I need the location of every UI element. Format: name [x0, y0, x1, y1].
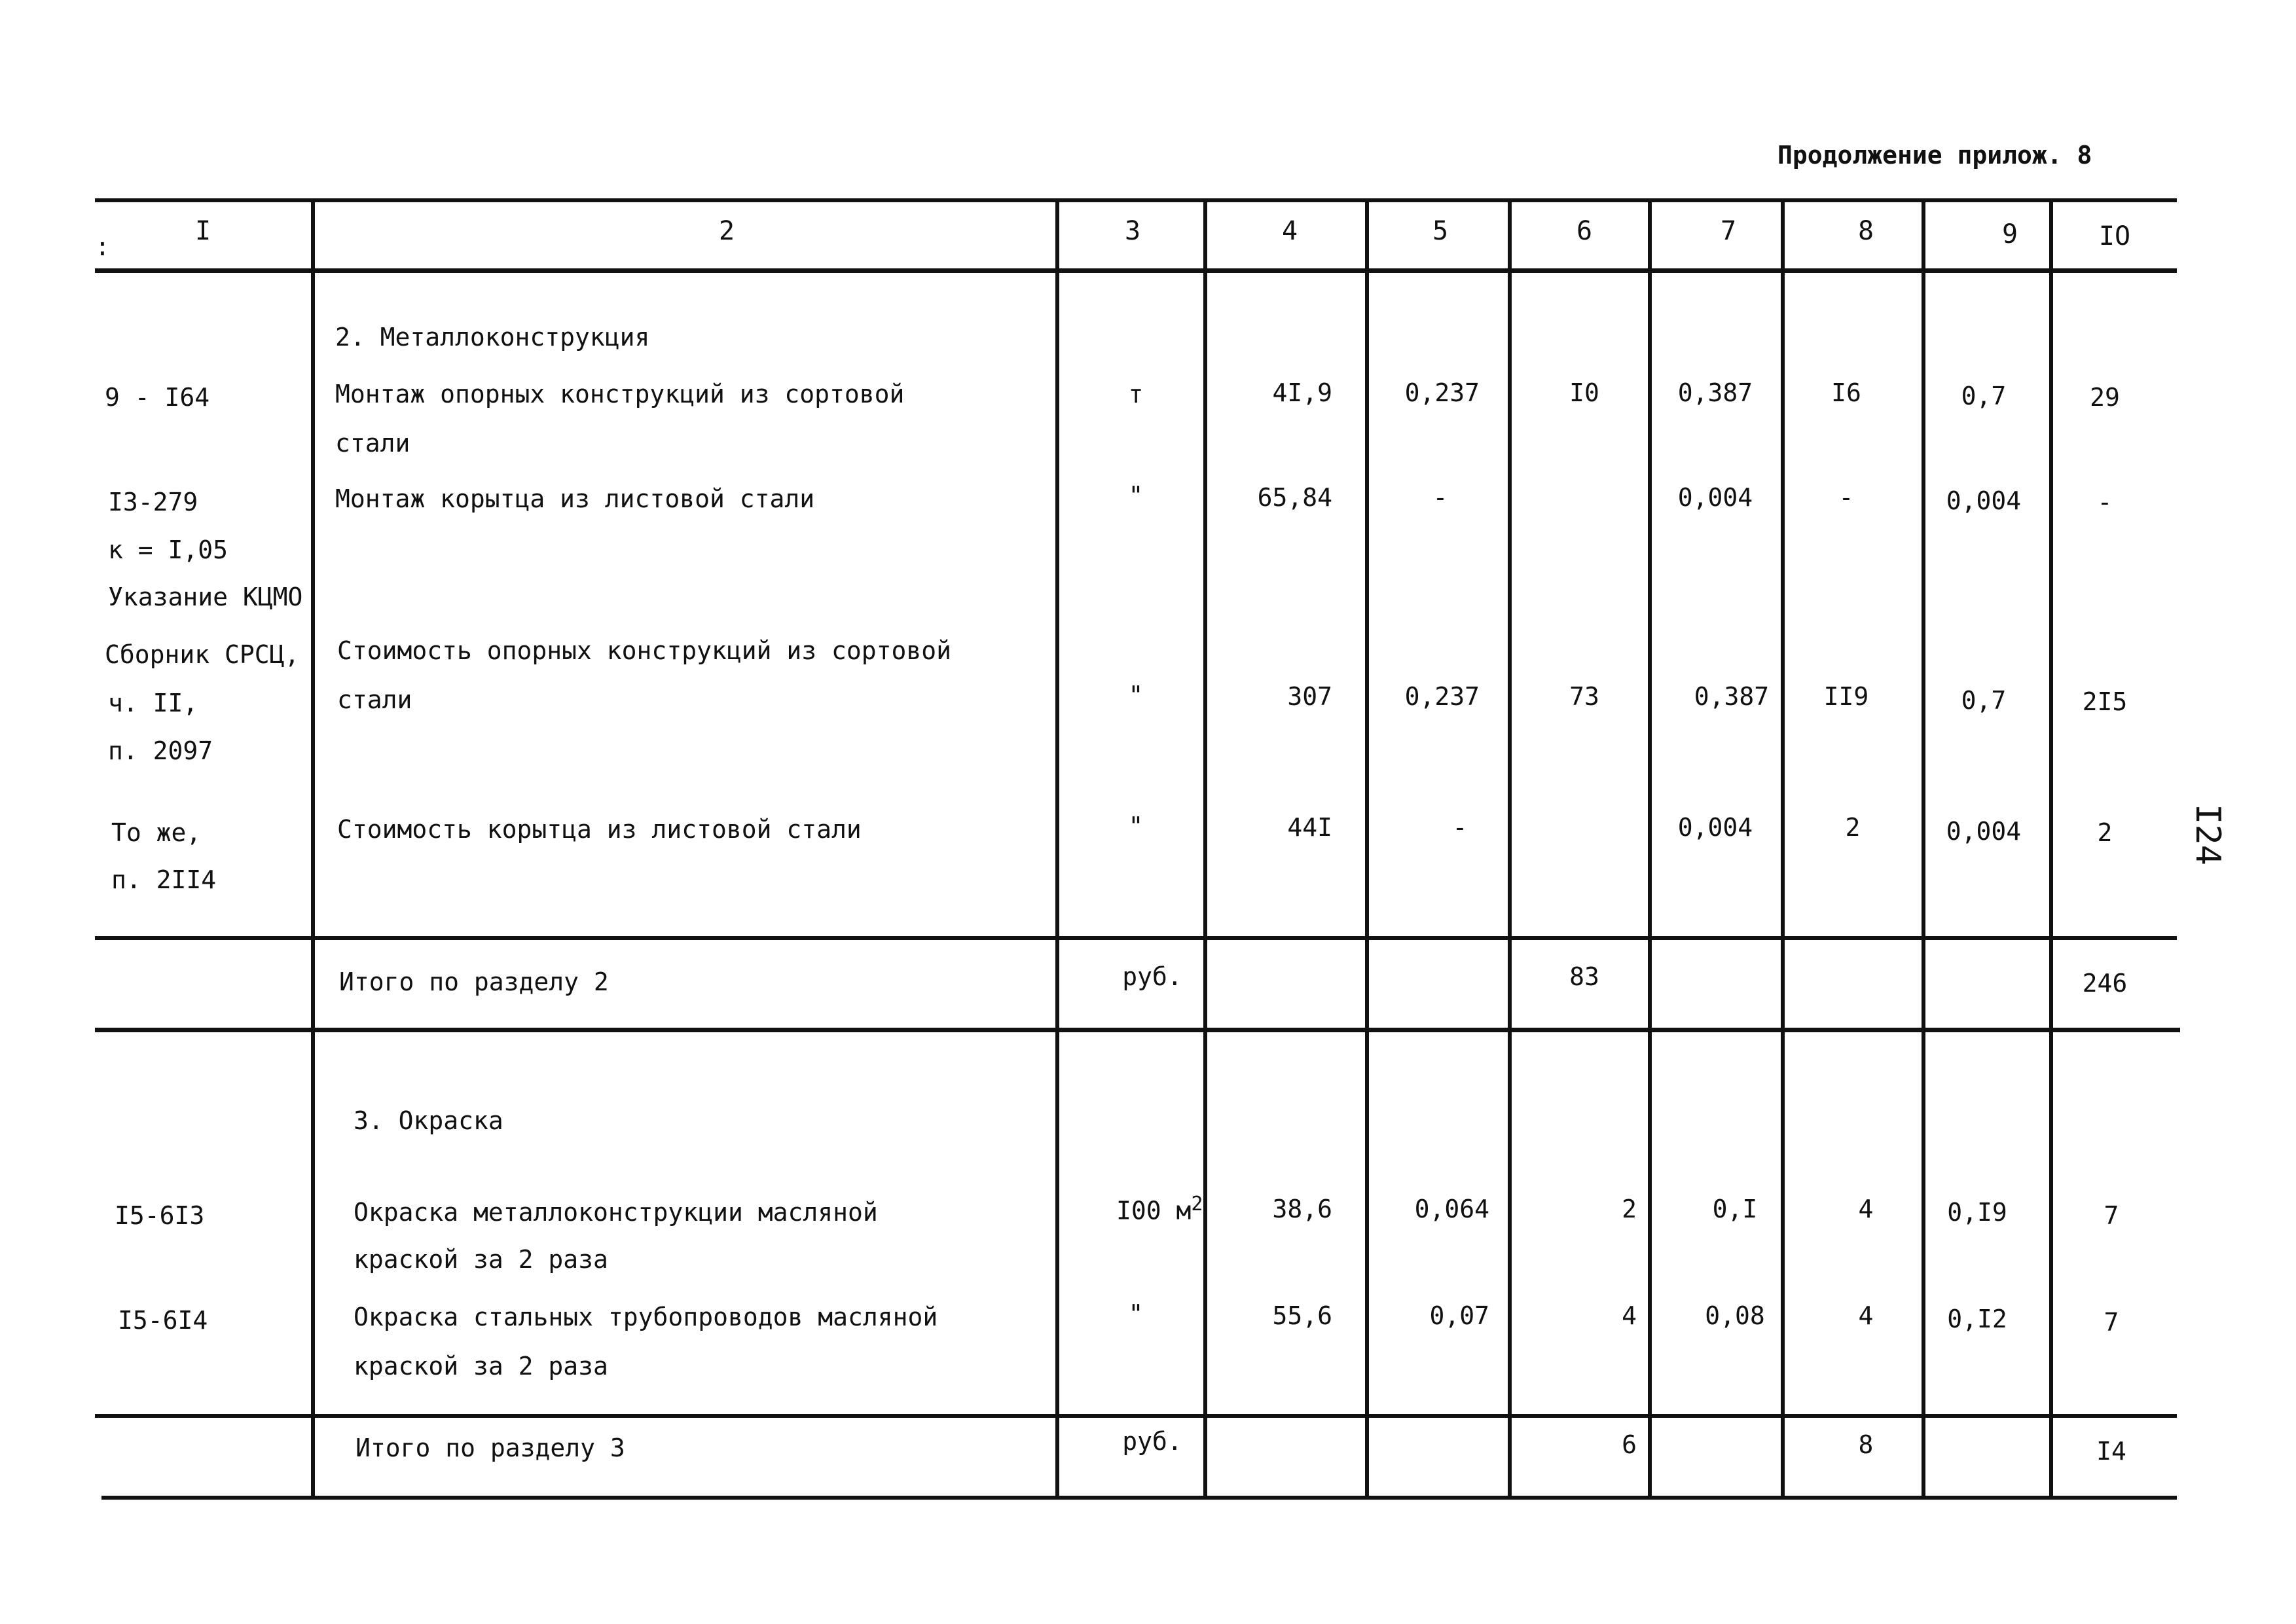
cell-col6: I0: [1569, 378, 1599, 407]
cell-col9: 0,004: [1946, 817, 2022, 846]
row-code: I5-6I3: [115, 1201, 205, 1230]
row-code-cont: Указание КЦМО: [108, 583, 303, 611]
row-code-cont: ч. II,: [108, 689, 198, 717]
header-col-5: 5: [1432, 216, 1449, 246]
cell-col7: 0,004: [1677, 813, 1753, 842]
section-2-title: 2. Металлоконструкция: [335, 323, 650, 352]
total-col6: 83: [1569, 962, 1599, 991]
unit-superscript: 2: [1191, 1193, 1203, 1216]
cell-col4: 44I: [1287, 813, 1332, 842]
cell-col6: 2: [1622, 1195, 1637, 1223]
row-code: То же,: [111, 818, 202, 847]
cell-unit: I00 $м^2$: [1116, 1193, 1203, 1225]
cell-col5: 0,237: [1404, 378, 1480, 407]
cell-col4: 4I,9: [1272, 378, 1332, 407]
cell-col7: 0,I: [1712, 1195, 1758, 1223]
cell-col9: 0,7: [1961, 686, 2007, 715]
cell-col7: 0,387: [1677, 378, 1753, 407]
total-unit: руб.: [1122, 962, 1182, 991]
header-col-1: I: [194, 216, 211, 246]
cell-col4: 38,6: [1272, 1195, 1332, 1223]
total-unit: руб.: [1122, 1427, 1182, 1456]
cell-col9: 0,I9: [1947, 1198, 2007, 1227]
row-description-cont: краской за 2 раза: [354, 1352, 608, 1380]
cell-col6: 73: [1569, 682, 1599, 711]
cell-unit: ": [1128, 812, 1144, 840]
row-code-cont: п. 2097: [108, 736, 213, 765]
total-col8: 8: [1858, 1430, 1874, 1459]
cell-unit: ": [1128, 681, 1144, 710]
section-3-title: 3. Окраска: [354, 1106, 503, 1135]
row-description-cont: краской за 2 раза: [354, 1245, 608, 1274]
row-description: Окраска металлоконструкции масляной: [354, 1198, 878, 1227]
row-code: Сборник СРСЦ,: [105, 640, 300, 669]
cell-col10: 7: [2104, 1201, 2119, 1230]
cell-col8: I6: [1831, 378, 1861, 407]
page-number: I24: [2187, 804, 2227, 865]
row-description: Монтаж корытца из листовой стали: [335, 484, 815, 513]
row-code: 9 - I64: [105, 383, 210, 412]
cell-col4: 55,6: [1272, 1301, 1332, 1330]
header-col-4: 4: [1281, 216, 1298, 246]
row-description-cont: стали: [337, 685, 412, 714]
header-col-8: 8: [1857, 216, 1874, 246]
continuation-title: Продолжение прилож. 8: [1777, 141, 2092, 170]
row-description: Стоимость корытца из листовой стали: [337, 815, 862, 844]
header-col-9: 9: [2001, 219, 2018, 249]
row-description-cont: стали: [335, 429, 410, 458]
row-description: Окраска стальных трубопроводов масляной: [354, 1303, 938, 1331]
cell-col7: 0,004: [1677, 483, 1753, 512]
cell-col9: 0,I2: [1947, 1305, 2007, 1333]
cell-col8: 4: [1858, 1195, 1874, 1223]
total-col6: 6: [1622, 1430, 1637, 1459]
header-col-7: 7: [1720, 216, 1737, 246]
cell-col10: 2I5: [2082, 687, 2128, 716]
header-colon: :: [95, 232, 110, 261]
header-col-6: 6: [1576, 216, 1593, 246]
cell-col5: 0,07: [1429, 1301, 1489, 1330]
row-code-cont: п. 2II4: [111, 865, 217, 894]
cell-col5: 0,237: [1404, 682, 1480, 711]
cell-unit: т: [1128, 380, 1144, 408]
cell-col10: -: [2097, 488, 2113, 516]
total-label: Итого по разделу 3: [355, 1434, 625, 1462]
header-col-2: 2: [718, 216, 735, 246]
cell-col5: -: [1452, 813, 1468, 842]
cell-col8: 4: [1858, 1301, 1874, 1330]
header-col-3: 3: [1124, 216, 1141, 246]
total-col10: I4: [2096, 1437, 2126, 1466]
cell-unit: ": [1128, 481, 1144, 510]
row-code-cont: к = I,05: [108, 535, 228, 564]
header-col-10: IO: [2098, 221, 2131, 251]
cell-col4: 307: [1287, 682, 1332, 711]
cell-unit: ": [1128, 1299, 1144, 1328]
cell-col8: 2: [1845, 813, 1861, 842]
cell-col9: 0,004: [1946, 486, 2022, 515]
total-col10: 246: [2082, 969, 2128, 998]
cell-col8: II9: [1823, 682, 1869, 711]
row-code: I3-279: [108, 488, 198, 516]
cell-col5: 0,064: [1414, 1195, 1489, 1223]
cell-col10: 29: [2090, 383, 2120, 412]
cell-col7: 0,08: [1705, 1301, 1765, 1330]
cell-col5: -: [1432, 483, 1448, 512]
cell-col4: 65,84: [1257, 483, 1332, 512]
cell-col7: 0,387: [1694, 682, 1770, 711]
row-code: I5-6I4: [118, 1306, 208, 1335]
total-label: Итого по разделу 2: [339, 967, 609, 996]
cell-col6: 4: [1622, 1301, 1637, 1330]
cell-col10: 7: [2104, 1308, 2119, 1337]
cell-col8: -: [1838, 483, 1854, 512]
cell-col10: 2: [2097, 818, 2113, 847]
row-description: Стоимость опорных конструкций из сортовой: [337, 636, 951, 665]
cell-col9: 0,7: [1961, 382, 2007, 410]
row-description: Монтаж опорных конструкций из сортовой: [335, 380, 905, 408]
